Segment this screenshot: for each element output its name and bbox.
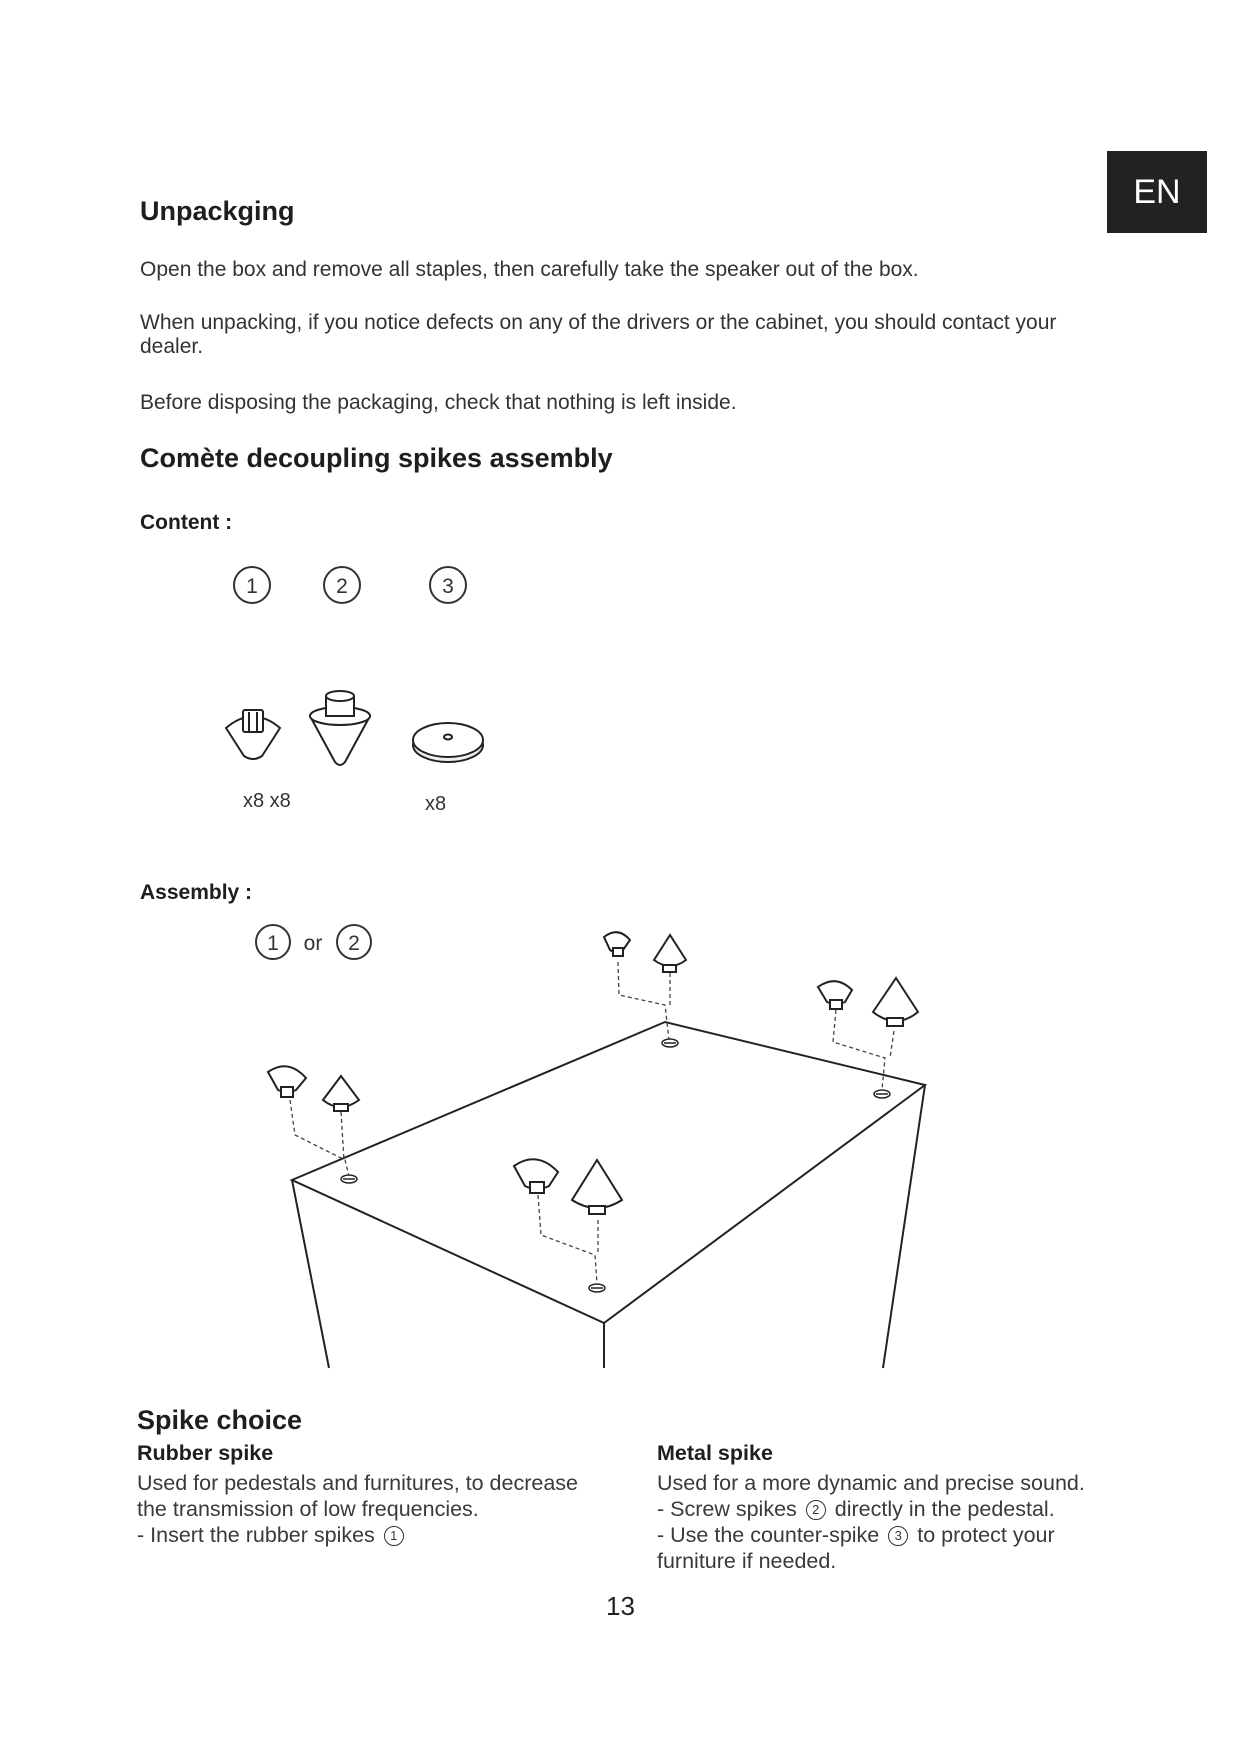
content-number-3: 3 xyxy=(442,575,454,598)
counter-spike-suffix: to protect your xyxy=(917,1523,1055,1547)
metal-spike-title: Metal spike xyxy=(657,1441,773,1465)
mounting-holes xyxy=(341,1039,890,1292)
rubber-spike-title: Rubber spike xyxy=(137,1441,274,1465)
rubber-spike-column xyxy=(137,1440,607,1548)
rubber-spike-line-1: Used for pedestals and furnitures, to decrease xyxy=(137,1471,579,1495)
metal-spike-ref-number: 2 xyxy=(806,1500,826,1520)
metal-spike-column xyxy=(657,1440,1127,1574)
assembly-label: Assembly : xyxy=(140,881,253,904)
rubber-spike-line-2: the transmission of low frequencies. xyxy=(137,1497,479,1521)
metal-spike-line-3 xyxy=(657,1522,1127,1548)
rubber-spike-ref-number: 1 xyxy=(384,1526,404,1546)
counter-spike-ref-number: 3 xyxy=(888,1526,908,1546)
spike-choice-title: Spike choice xyxy=(137,1405,303,1435)
assembly-spikes xyxy=(268,932,918,1214)
language-tab: EN xyxy=(1107,151,1207,233)
unpacking-title: Unpackging xyxy=(140,196,295,226)
content-label: Content : xyxy=(140,511,233,534)
page-number: 13 xyxy=(606,1591,635,1621)
metal-spike-screw-suffix: directly in the pedestal. xyxy=(834,1497,1055,1521)
counter-spike-text: - Use the counter-spike xyxy=(657,1523,880,1547)
assembly-section-title: Comète decoupling spikes assembly xyxy=(140,443,613,473)
qty-rubber-metal: x8 x8 xyxy=(243,790,291,812)
content-number-2: 2 xyxy=(336,575,348,598)
assembly-choice-2: 2 xyxy=(348,932,360,955)
unpacking-paragraph-1: Open the box and remove all staples, then carefully take the speaker out of the box. xyxy=(140,258,919,281)
unpacking-paragraph-3: Before disposing the packaging, check that nothing is left inside. xyxy=(140,391,737,414)
metal-spike-line-4: furniture if needed. xyxy=(657,1549,837,1573)
metal-spike-line-1: Used for a more dynamic and precise sound. xyxy=(657,1471,1085,1495)
rubber-spike-line-3 xyxy=(137,1522,607,1548)
unpacking-paragraph-2: When unpacking, if you notice defects on any of the drivers or the cabinet, you should contact your dealer. xyxy=(140,311,1057,358)
qty-counter-spike: x8 xyxy=(425,793,447,815)
content-number-1: 1 xyxy=(246,575,258,598)
assembly-or: or xyxy=(303,932,323,955)
assembly-choice-1: 1 xyxy=(267,932,279,955)
metal-spike-line-2 xyxy=(657,1496,1127,1522)
metal-spike-screw-text: - Screw spikes xyxy=(657,1497,797,1521)
rubber-spike-instruction: - Insert the rubber spikes xyxy=(137,1523,375,1547)
guide-lines xyxy=(290,962,894,1284)
